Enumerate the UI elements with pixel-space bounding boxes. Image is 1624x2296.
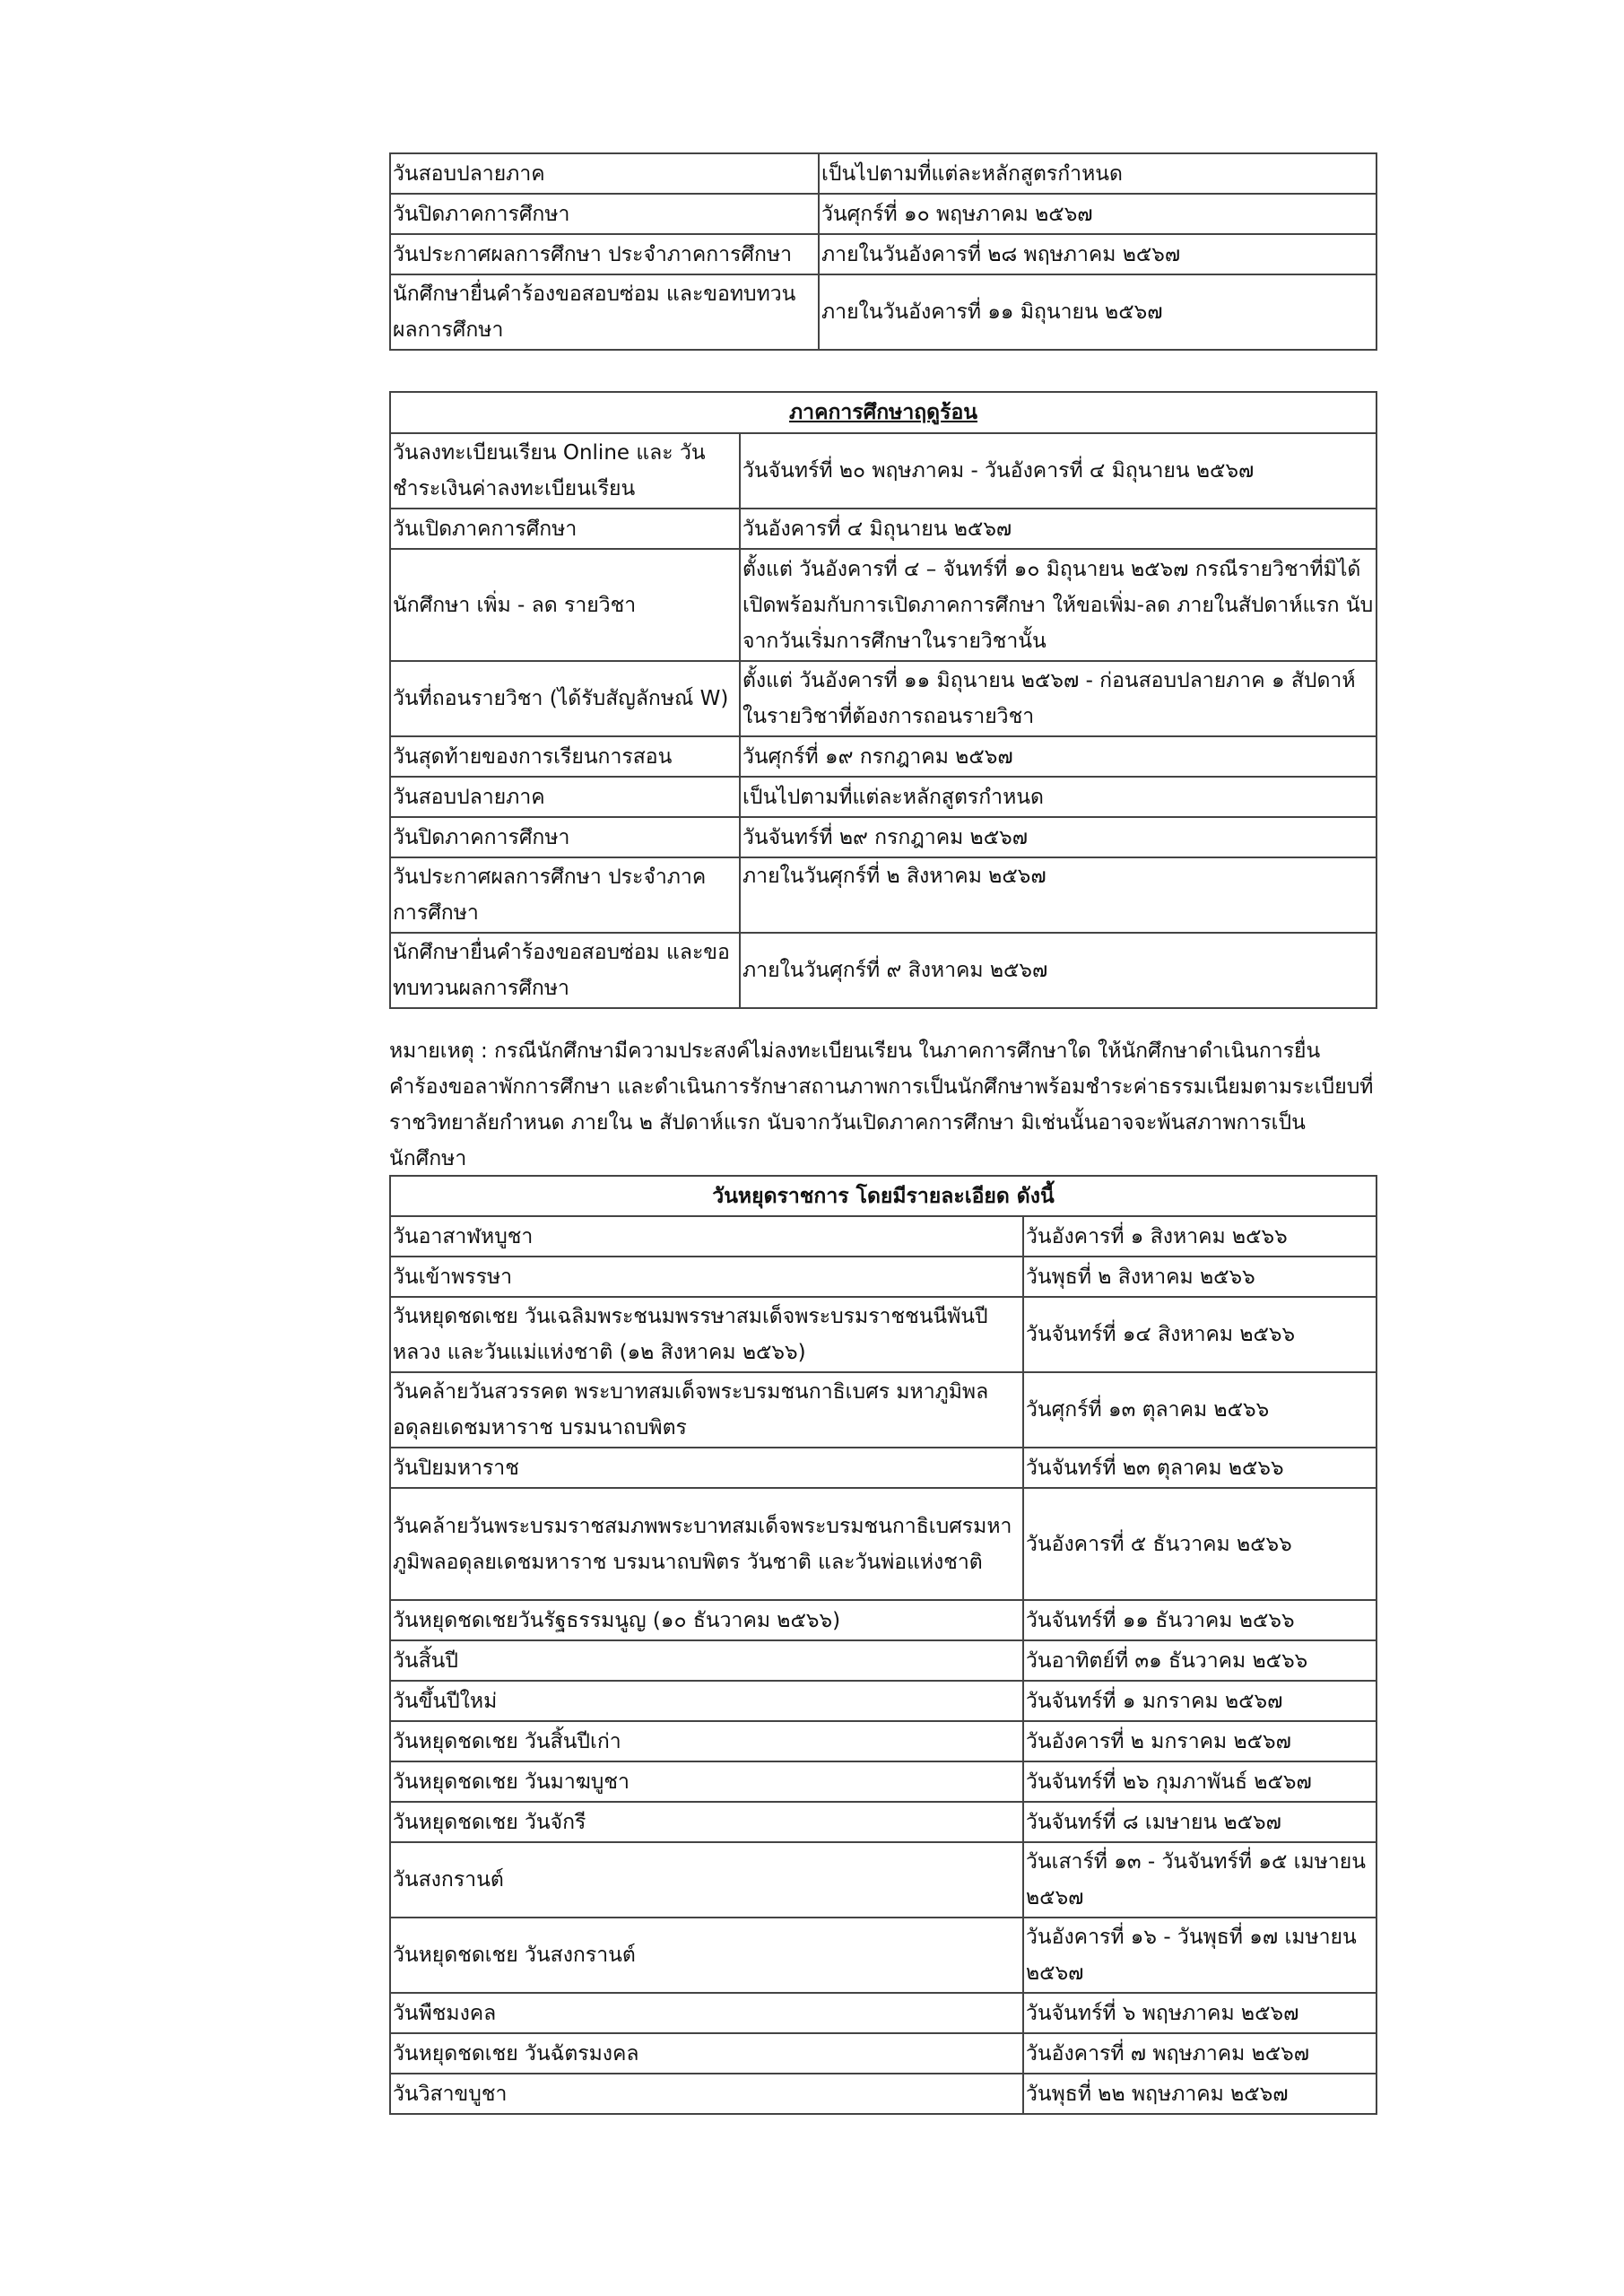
row-value: วันศุกร์ที่ ๑๙ กรกฎาคม ๒๕๖๗ (740, 736, 1376, 777)
row-label: วันสงกรานต์ (390, 1842, 1023, 1918)
row-label: นักศึกษายื่นคำร้องขอสอบซ่อม และขอทบทวนผลการศึกษา (390, 933, 740, 1008)
table-row (390, 1216, 1376, 1257)
row-label: วันพืชมงคล (390, 1993, 1023, 2033)
row-label: วันขึ้นปีใหม่ (390, 1681, 1023, 1721)
row-label: วันปิดภาคการศึกษา (390, 817, 740, 857)
table-title: ภาคการศึกษาฤดูร้อน (390, 392, 1376, 433)
row-label: วันสอบปลายภาค (390, 153, 819, 194)
table-row (390, 274, 1376, 350)
semester-end-table (389, 152, 1377, 351)
table-row (390, 1681, 1376, 1721)
row-label: วันอาสาฬหบูชา (390, 1216, 1023, 1257)
table-row (390, 817, 1376, 857)
table-row (390, 1372, 1376, 1448)
row-value: วันจันทร์ที่ ๒๓ ตุลาคม ๒๕๖๖ (1023, 1448, 1376, 1488)
row-value: ตั้งแต่ วันอังคารที่ ๔ – จันทร์ที่ ๑๐ มิถุนายน ๒๕๖๗ กรณีรายวิชาที่มิได้เปิดพร้อมกับการเปิดภาคการศึกษา ให้ขอเพิ่ม-ลด ภายในสัปดาห์แรก นับจากวันเริ่มการศึกษาในรายวิชานั้น (740, 549, 1376, 661)
row-label: วันคล้ายวันพระบรมราชสมภพพระบาทสมเด็จพระบรมชนกาธิเบศรมหาภูมิพลอดุลยเดชมหาราช บรมนาถบพิตร วันชาติ และวันพ่อแห่งชาติ (390, 1488, 1023, 1600)
row-label: วันคล้ายวันสวรรคต พระบาทสมเด็จพระบรมชนกาธิเบศร มหาภูมิพลอดุลยเดชมหาราช บรมนาถบพิตร (390, 1372, 1023, 1448)
row-label: นักศึกษายื่นคำร้องขอสอบซ่อม และขอทบทวนผลการศึกษา (390, 274, 819, 350)
table-title: วันหยุดราชการ โดยมีรายละเอียด ดังนี้ (390, 1176, 1376, 1216)
row-value: วันเสาร์ที่ ๑๓ - วันจันทร์ที่ ๑๕ เมษายน ๒๕๖๗ (1023, 1842, 1376, 1918)
table-row (390, 1802, 1376, 1842)
table-row (390, 509, 1376, 549)
table-row (390, 736, 1376, 777)
table-row (390, 1761, 1376, 1802)
row-label: วันวิสาขบูชา (390, 2074, 1023, 2114)
row-value: วันพุธที่ ๒๒ พฤษภาคม ๒๕๖๗ (1023, 2074, 1376, 2114)
row-value: วันพุธที่ ๒ สิงหาคม ๒๕๖๖ (1023, 1257, 1376, 1297)
table-row (390, 1600, 1376, 1640)
row-value: เป็นไปตามที่แต่ละหลักสูตรกำหนด (740, 777, 1376, 817)
row-value: วันอังคารที่ ๗ พฤษภาคม ๒๕๖๗ (1023, 2033, 1376, 2074)
row-value: วันจันทร์ที่ ๑๔ สิงหาคม ๒๕๖๖ (1023, 1297, 1376, 1372)
row-label: วันลงทะเบียนเรียน Online และ วันชำระเงินค่าลงทะเบียนเรียน (390, 433, 740, 509)
row-value: วันศุกร์ที่ ๑๓ ตุลาคม ๒๕๖๖ (1023, 1372, 1376, 1448)
row-label: วันหยุดชดเชย วันสิ้นปีเก่า (390, 1721, 1023, 1761)
row-label: วันที่ถอนรายวิชา (ได้รับสัญลักษณ์ W) (390, 661, 740, 736)
table-row (390, 194, 1376, 234)
row-label: วันสิ้นปี (390, 1640, 1023, 1681)
row-value: วันอังคารที่ ๒ มกราคม ๒๕๖๗ (1023, 1721, 1376, 1761)
row-label: วันหยุดชดเชย วันจักรี (390, 1802, 1023, 1842)
table-row (390, 2033, 1376, 2074)
table-row (390, 777, 1376, 817)
table-header-row (390, 392, 1376, 433)
row-label: วันเปิดภาคการศึกษา (390, 509, 740, 549)
row-value: วันอังคารที่ ๑๖ - วันพุธที่ ๑๗ เมษายน ๒๕๖๗ (1023, 1918, 1376, 1993)
row-value: วันจันทร์ที่ ๒๖ กุมภาพันธ์ ๒๕๖๗ (1023, 1761, 1376, 1802)
table-row (390, 1993, 1376, 2033)
table-row (390, 1448, 1376, 1488)
row-label: วันประกาศผลการศึกษา ประจำภาคการศึกษา (390, 234, 819, 274)
row-label: วันสุดท้ายของการเรียนการสอน (390, 736, 740, 777)
table-row (390, 549, 1376, 661)
row-value: วันอาทิตย์ที่ ๓๑ ธันวาคม ๒๕๖๖ (1023, 1640, 1376, 1681)
row-label: วันปิดภาคการศึกษา (390, 194, 819, 234)
table-header-row (390, 1176, 1376, 1216)
row-value: วันจันทร์ที่ ๒๐ พฤษภาคม - วันอังคารที่ ๔ มิถุนายน ๒๕๖๗ (740, 433, 1376, 509)
row-value: ตั้งแต่ วันอังคารที่ ๑๑ มิถุนายน ๒๕๖๗ - ก่อนสอบปลายภาค ๑ สัปดาห์ ในรายวิชาที่ต้องการถอนรายวิชา (740, 661, 1376, 736)
holidays-table (389, 1175, 1377, 2115)
row-label: วันหยุดชดเชย วันสงกรานต์ (390, 1918, 1023, 1993)
table-row (390, 153, 1376, 194)
row-value: วันจันทร์ที่ ๘ เมษายน ๒๕๖๗ (1023, 1802, 1376, 1842)
row-value: วันอังคารที่ ๑ สิงหาคม ๒๕๖๖ (1023, 1216, 1376, 1257)
table-row (390, 1297, 1376, 1372)
row-value: ภายในวันศุกร์ที่ ๒ สิงหาคม ๒๕๖๗ (740, 857, 1376, 933)
table-row (390, 1721, 1376, 1761)
row-label: วันหยุดชดเชย วันฉัตรมงคล (390, 2033, 1023, 2074)
table-row (390, 1842, 1376, 1918)
table-row (390, 1257, 1376, 1297)
row-label: วันหยุดชดเชย วันเฉลิมพระชนมพรรษาสมเด็จพระบรมราชชนนีพันปีหลวง และวันแม่แห่งชาติ (๑๒ สิงหาคม ๒๕๖๖) (390, 1297, 1023, 1372)
row-label: วันปิยมหาราช (390, 1448, 1023, 1488)
summer-semester-table (389, 391, 1377, 1009)
remark-note: หมายเหตุ : กรณีนักศึกษามีความประสงค์ไม่ลงทะเบียนเรียน ในภาคการศึกษาใด ให้นักศึกษาดำเนินการยื่นคำร้องขอลาพักการศึกษา และดำเนินการรักษาสถานภาพการเป็นนักศึกษาพร้อมชำระค่าธรรมเนียมตามระเบียบที่ราชวิทยาลัยกำหนด ภายใน ๒ สัปดาห์แรก นับจากวันเปิดภาคการศึกษา มิเช่นนั้นอาจจะพ้นสภาพการเป็นนักศึกษา (389, 1039, 1374, 1170)
row-value: ภายในวันอังคารที่ ๑๑ มิถุนายน ๒๕๖๗ (819, 274, 1376, 350)
row-value: วันอังคารที่ ๕ ธันวาคม ๒๕๖๖ (1023, 1488, 1376, 1600)
row-value: วันจันทร์ที่ ๑ มกราคม ๒๕๖๗ (1023, 1681, 1376, 1721)
table-row (390, 234, 1376, 274)
row-value: ภายในวันศุกร์ที่ ๙ สิงหาคม ๒๕๖๗ (740, 933, 1376, 1008)
row-value: เป็นไปตามที่แต่ละหลักสูตรกำหนด (819, 153, 1376, 194)
row-label: วันประกาศผลการศึกษา ประจำภาคการศึกษา (390, 857, 740, 933)
table-row (390, 857, 1376, 933)
table-row (390, 1640, 1376, 1681)
table-row (390, 661, 1376, 736)
table-row (390, 2074, 1376, 2114)
table-row (390, 933, 1376, 1008)
row-label: วันเข้าพรรษา (390, 1257, 1023, 1297)
row-value: วันจันทร์ที่ ๒๙ กรกฎาคม ๒๕๖๗ (740, 817, 1376, 857)
row-value: วันศุกร์ที่ ๑๐ พฤษภาคม ๒๕๖๗ (819, 194, 1376, 234)
row-label: นักศึกษา เพิ่ม - ลด รายวิชา (390, 549, 740, 661)
row-value: วันจันทร์ที่ ๖ พฤษภาคม ๒๕๖๗ (1023, 1993, 1376, 2033)
table-row (390, 433, 1376, 509)
table-row (390, 1918, 1376, 1993)
row-label: วันสอบปลายภาค (390, 777, 740, 817)
row-label: วันหยุดชดเชย วันมาฆบูชา (390, 1761, 1023, 1802)
row-value: ภายในวันอังคารที่ ๒๘ พฤษภาคม ๒๕๖๗ (819, 234, 1376, 274)
row-value: วันอังคารที่ ๔ มิถุนายน ๒๕๖๗ (740, 509, 1376, 549)
row-label: วันหยุดชดเชยวันรัฐธรรมนูญ (๑๐ ธันวาคม ๒๕๖๖) (390, 1600, 1023, 1640)
row-value: วันจันทร์ที่ ๑๑ ธันวาคม ๒๕๖๖ (1023, 1600, 1376, 1640)
table-row (390, 1488, 1376, 1600)
